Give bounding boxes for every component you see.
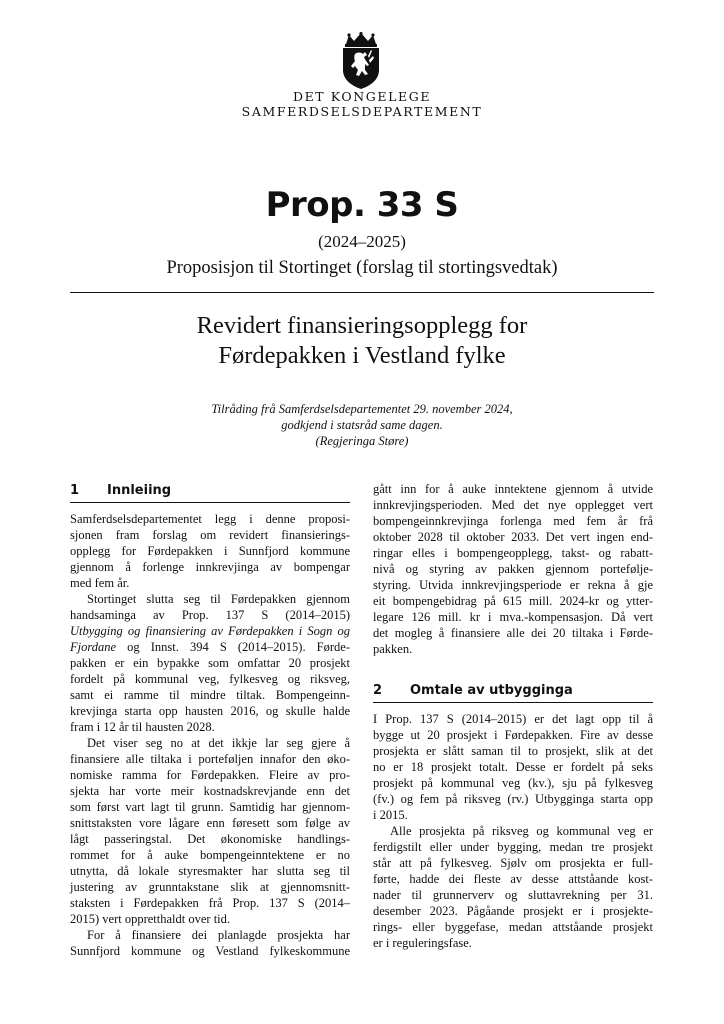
text-line: det mogleg å finansiere alle dei 20 tiltaka i Førde- xyxy=(373,626,653,640)
text-line: Det viser seg no at det ikkje lar seg gjere å xyxy=(87,736,350,750)
text-line: nivå og styring av pakken gjennom portefølje- xyxy=(373,562,653,576)
text-line: krevjinga starta opp hausten 2016, og skulle halde xyxy=(70,704,350,718)
text-line: utnytta, då lokale styresmakter har slutta seg til xyxy=(70,864,350,878)
text-line-italic: Utbygging og finansiering av Førdepakken i Sogn og xyxy=(70,624,350,638)
section-title: Innleiing xyxy=(107,483,172,498)
text-line: eit bompengebidrag på 615 mill. 2024-kr og ytter- xyxy=(373,594,653,608)
section-heading-2 xyxy=(373,682,653,703)
paragraph xyxy=(70,591,350,735)
text-line: med fem år. xyxy=(70,576,130,590)
recommendation-line: godkjend i statsråd same dagen. xyxy=(281,418,443,432)
text-line: legare 126 mill. kr i mva.-kompensasjon. Då vert xyxy=(373,610,653,624)
section-heading-1 xyxy=(70,482,350,503)
text-line: Stortinget slutta seg til Førdepakken gjennom xyxy=(87,592,350,606)
text-fragment: og Innst. 394 S (2014–2015). Førde- xyxy=(116,640,350,654)
text-line: handsaminga av Prop. 137 S (2014–2015) xyxy=(70,608,350,622)
text-line: pakken er ein bypakke som omfattar 20 prosjekt xyxy=(70,656,350,670)
text-line: For å finansiere dei planlagde prosjekta har xyxy=(87,928,350,942)
document-title-line: Førdepakken i Vestland fylke xyxy=(218,342,506,369)
text-line: 2015) vert oppretthaldt over tid. xyxy=(70,912,231,926)
text-line: styring. Utvida innkrevjingsperiode er rekna å gje xyxy=(373,578,653,592)
text-line: justering av grunntakstane slik at gjennomsnitt- xyxy=(70,880,350,894)
text-line: rings- eller byggefase, medan attståande prosjekt xyxy=(373,920,653,934)
department-name-line2: SAMFERDSELSDEPARTEMENT xyxy=(241,104,483,119)
text-line: no er 18 prosjekt totalt. Desse er fordelt på seks xyxy=(373,760,653,774)
text-line: bygge ut 20 prosjekt i Førdepakken. Fire av desse xyxy=(373,728,653,742)
section-number: 2 xyxy=(373,683,383,698)
text-line: Alle prosjekta på riksveg og kommunal veg er xyxy=(390,824,653,838)
text-line: nader til grunnerverv og sluttavrekning per 31. xyxy=(373,888,653,902)
paragraph xyxy=(373,481,653,657)
text-line: gått inn for å auke inntektene gjennom å utvide xyxy=(373,482,653,496)
text-line: sjonen fram forslag om revidert finansierings- xyxy=(70,528,350,542)
text-line: rommet for å auke bompengeinntektene er no xyxy=(70,848,350,862)
text-line: er i reguleringsfase. xyxy=(373,936,472,950)
department-name-line1: DET KONGELEGE xyxy=(292,89,432,104)
text-line: står att på fylkesveg. Sjølv om prosjekta er full- xyxy=(373,856,653,870)
paragraph xyxy=(70,511,350,591)
document-title-line: Revidert finansieringsopplegg for xyxy=(196,312,528,339)
left-column xyxy=(70,482,350,959)
text-line: snittstaksten vore lågare enn føresett som følge av xyxy=(70,816,350,830)
text-line: staksten i Førdepakken frå Prop. 137 S (2014– xyxy=(70,896,350,910)
text-line: opplegg for Førdepakken i Sunnfjord kommune xyxy=(70,544,350,558)
proposition-title: Prop. 33 S xyxy=(265,185,459,225)
text-line: lågt passeringstal. Det økonomiske handlings- xyxy=(70,832,350,846)
text-line: ringar elles i bompengeopplegg, takst- og rabatt- xyxy=(373,546,653,560)
text-line: ferdigstilt eller under bygging, medan tre prosjekt xyxy=(373,840,653,854)
text-line xyxy=(70,639,350,655)
text-line: prosjekt på kommunal veg (kv.), sju på fylkesveg xyxy=(373,776,653,790)
text-line: Samferdselsdepartementet legg i denne proposi- xyxy=(70,512,350,526)
paragraph xyxy=(373,711,653,823)
text-line: fordelt på kommunal veg, fylkesveg og riksveg, xyxy=(70,672,350,686)
text-line: Sunnfjord kommune og Vestland fylkeskommune xyxy=(70,944,350,958)
section-title: Omtale av utbygginga xyxy=(410,683,573,698)
text-line: pakken. xyxy=(373,642,413,656)
section-spacer xyxy=(373,657,653,682)
paragraph xyxy=(70,927,350,959)
proposition-subtitle: Proposisjon til Stortinget (forslag til stortingsvedtak) xyxy=(166,258,558,278)
document-title xyxy=(0,311,724,371)
paragraph xyxy=(70,735,350,927)
right-column xyxy=(373,481,653,951)
text-line: nomiske ramma for Førdepakken. Fleire av pro- xyxy=(70,768,350,782)
norwegian-coat-of-arms-icon xyxy=(337,32,385,90)
text-line: prosjekta er slått saman til to prosjekt, slik at det xyxy=(373,744,653,758)
text-line: (fv.) og fem på riksveg (rv.) Utbygginga starta opp xyxy=(373,792,653,806)
text-line: I Prop. 137 S (2014–2015) er det lagt opp til å xyxy=(373,712,653,726)
text-line: samt ei ramme til mindre tiltak. Bompengeinn- xyxy=(70,688,350,702)
text-line: finansiere alle tiltaka i porteføljen innafor den øko- xyxy=(70,752,350,766)
recommendation-line: Tilråding frå Samferdselsdepartementet 29. november 2024, xyxy=(211,402,513,416)
text-line: oktober 2028 til oktober 2033. Det vert ingen end- xyxy=(373,530,653,544)
text-line: desember 2023. Pågåande prosjekt er i prosjekte- xyxy=(373,904,653,918)
session-years: (2024–2025) xyxy=(318,232,406,251)
text-line: sjekta har vorte meir kostnadskrevjande enn det xyxy=(70,784,350,798)
section-number: 1 xyxy=(70,483,80,498)
text-line: førte, hadde dei fleste av desse attståande kost- xyxy=(373,872,653,886)
text-line: gjennom å forlenge innkrevjinga av bompengar xyxy=(70,560,350,574)
text-line: innkrevjingsperioden. Med det nye opplegget vert xyxy=(373,498,653,512)
recommendation-note xyxy=(0,401,724,449)
text-line: som først vart lagt til grunn. Samtidig har gjennom- xyxy=(70,800,350,814)
paragraph xyxy=(373,823,653,951)
text-line: bompengeinnkrevjinga forlenga med fem år frå xyxy=(373,514,653,528)
recommendation-line: (Regjeringa Støre) xyxy=(315,434,409,448)
title-divider xyxy=(70,292,654,293)
italic-title-fragment: Fjordane xyxy=(70,640,117,654)
text-line: i 2015. xyxy=(373,808,408,822)
text-line: fram i 12 år til hausten 2028. xyxy=(70,720,215,734)
